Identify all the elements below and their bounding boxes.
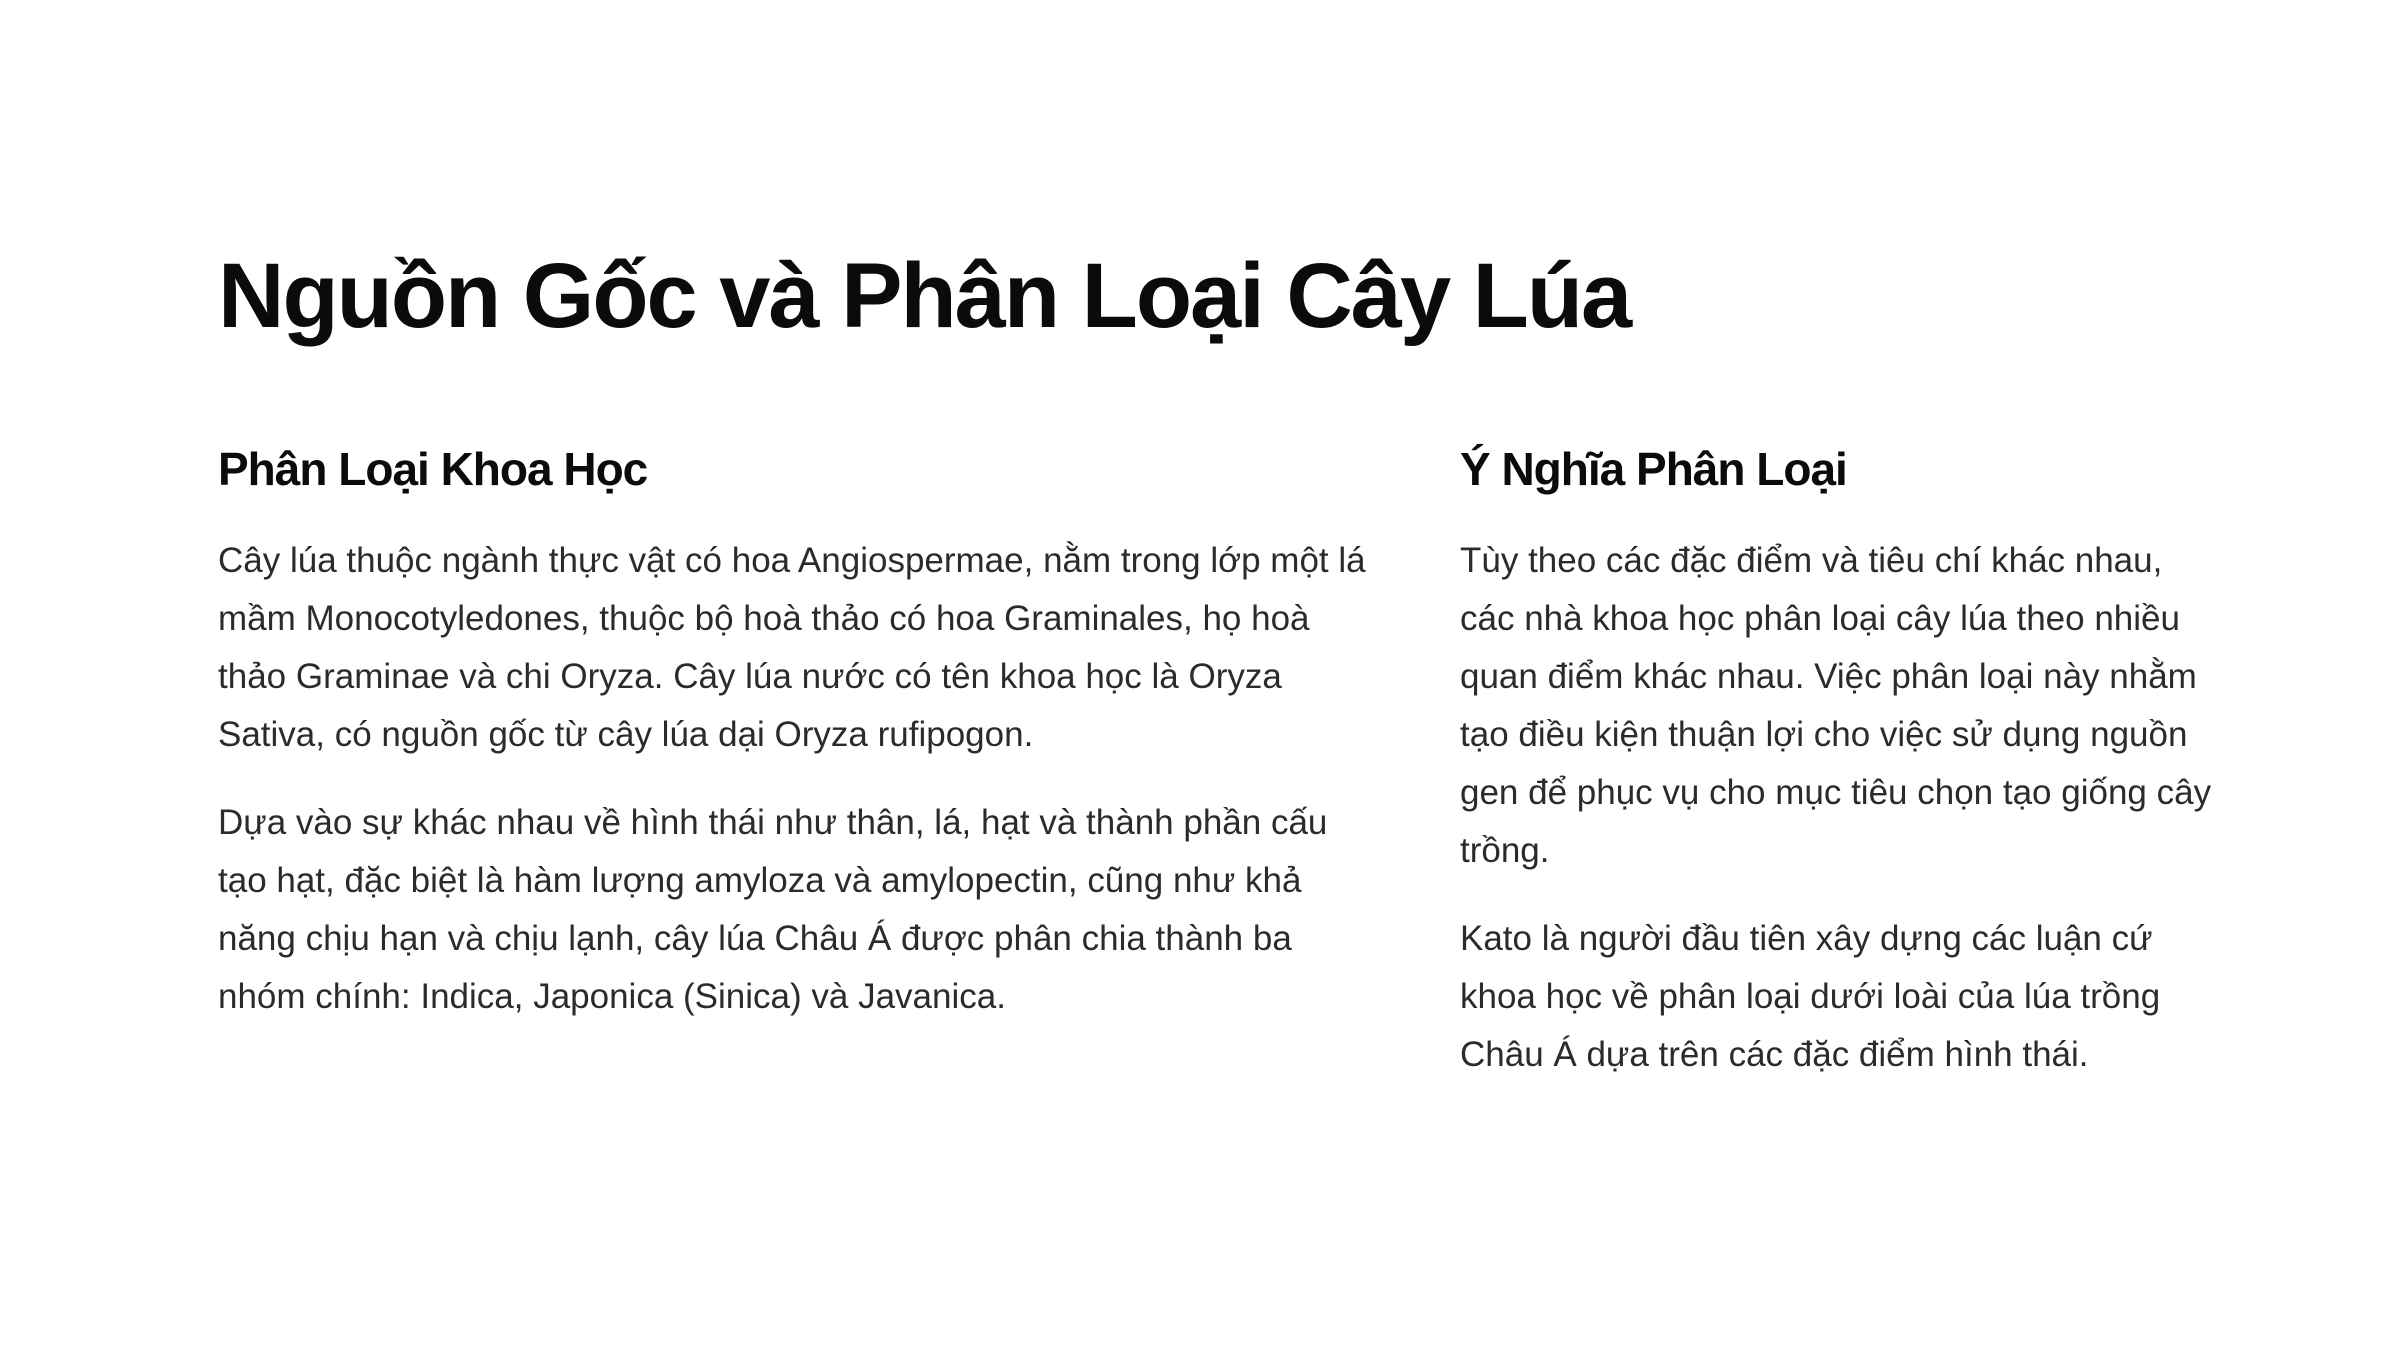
left-paragraph-1: Cây lúa thuộc ngành thực vật có hoa Angiospermae, nằm trong lớp một lá mầm Monocotyledones, thuộc bộ hoà thảo có hoa Graminales, họ hoà thảo Graminae và chi Oryza. Cây lúa nước có tên khoa học là Oryza Sativa, có nguồn gốc từ cây lúa dại Oryza rufipogon. [218, 541, 1366, 754]
right-paragraph-1: Tùy theo các đặc điểm và tiêu chí khác nhau, các nhà khoa học phân loại cây lúa theo nhiều quan điểm khác nhau. Việc phân loại này nhằm tạo điều kiện thuận lợi cho việc sử dụng nguồn gen để phục vụ cho mục tiêu chọn tạo giống cây trồng. [1460, 541, 2212, 870]
right-column-heading: Ý Nghĩa Phân Loại [1460, 443, 1847, 495]
left-column-heading: Phân Loại Khoa Học [218, 443, 648, 495]
slide-title: Nguồn Gốc và Phân Loại Cây Lúa [218, 245, 1631, 347]
left-column [218, 438, 1378, 1056]
left-paragraph-2: Dựa vào sự khác nhau về hình thái như thân, lá, hạt và thành phần cấu tạo hạt, đặc biệt là hàm lượng amyloza và amylopectin, cũng như khả năng chịu hạn và chịu lạnh, cây lúa Châu Á được phân chia thành ba nhóm chính: Indica, Japonica (Sinica) và Javanica. [218, 803, 1328, 1016]
right-paragraph-2: Kato là người đầu tiên xây dựng các luận cứ khoa học về phân loại dưới loài của lúa trồng Châu Á dựa trên các đặc điểm hình thái. [1460, 919, 2161, 1074]
right-column [1460, 438, 2220, 1114]
